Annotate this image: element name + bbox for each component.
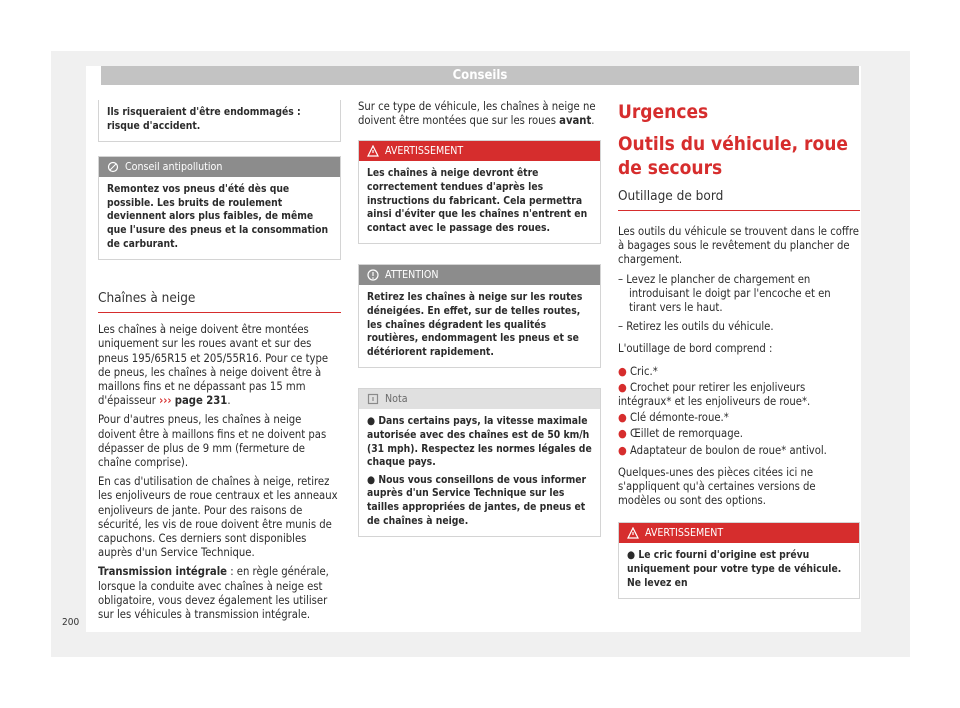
nota-item: ● Nous vous conseillons de vous informer auprès d'un Service Technique sur les tailles appropriées de jantes, de pneus et de chaînes à neige. <box>367 473 587 527</box>
section-title-chaines: Chaînes à neige <box>98 290 341 313</box>
paragraph: L'outillage de bord comprend : <box>618 342 773 356</box>
warning-triangle-icon <box>627 527 639 539</box>
page-number: 200 <box>62 617 80 628</box>
step-item: – Levez le plancher de chargement en introduisant le doigt par l'encoche et en tirant vers le haut. <box>618 272 831 315</box>
paragraph: Pour d'autres pneus, les chaînes à neige doivent être à maillons fins et ne doivent pas dépasser de plus de 9 mm (fermeture de chaîne comprise). <box>98 413 327 469</box>
warning-body: ● Le cric fourni d'origine est prévu uniquement pour votre type de véhicule. Ne levez en <box>627 549 842 589</box>
list-item: ● Œillet de remorquage. <box>618 427 743 441</box>
nota-title: Nota <box>385 393 408 406</box>
step-item: – Retirez les outils du véhicule. <box>618 320 774 334</box>
pollution-tip-header <box>99 157 340 177</box>
column-left <box>98 100 341 627</box>
pollution-tip-box <box>98 156 341 260</box>
warning-header <box>359 141 600 161</box>
warning-title: AVERTISSEMENT <box>385 145 464 158</box>
leaf-icon <box>107 161 119 173</box>
nota-body <box>359 409 600 536</box>
pollution-tip-body: Remontez vos pneus d'été dès que possible. Les bruits de roulement deviennent alors plus faibles, de même que l'usure des pneus et la consommation de carburant. <box>107 183 329 250</box>
paragraph: Les chaînes à neige doivent être montées uniquement sur les roues avant et sur des pneus 195/65R15 et 205/55R16. Pour ce type de pneus, les chaînes à neige doivent être à maillons fins et ne dépassant pas 15 mm d'épaisseur ››› page 231. <box>98 323 329 408</box>
info-circle-icon <box>367 269 379 281</box>
warning-box-continued: Ils risqueraient d'être endommagés : risque d'accident. <box>98 100 341 142</box>
paragraph: En cas d'utilisation de chaînes à neige, retirez les enjoliveurs de roue centraux et les anneaux enjoliveurs de jante. Pour des raisons de sécurité, les vis de roue doivent être munis de capuchons. Ces derniers sont disponibles auprès d'un Service Technique. <box>98 475 338 560</box>
nota-box <box>358 388 601 537</box>
attention-box <box>358 264 601 368</box>
note-icon <box>367 393 379 405</box>
column-right <box>618 100 860 611</box>
paragraph: Sur ce type de véhicule, les chaînes à neige ne doivent être montées que sur les roues avant. <box>358 100 596 128</box>
attention-header <box>359 265 600 285</box>
nota-item: ● Dans certains pays, la vitesse maximale autorisée avec des chaînes est de 50 km/h (31 mph). Respectez les normes légales de chaque pays. <box>367 415 592 469</box>
pollution-tip-title: Conseil antipollution <box>125 161 223 174</box>
warning-title: AVERTISSEMENT <box>645 527 724 540</box>
list-item: ● Adaptateur de boulon de roue* antivol. <box>618 443 827 457</box>
list-item: ● Crochet pour retirer les enjoliveurs intégraux* et les enjoliveurs de roue*. <box>618 380 811 409</box>
paragraph: Transmission intégrale : en règle générale, lorsque la conduite avec chaînes à neige est obligatoire, vous devez également les utiliser sur les véhicules à transmission intégrale. <box>98 565 329 622</box>
warning-body: Les chaînes à neige devront être correctement tendues d'après les instructions du fabricant. Cela permettra ainsi d'éviter que les chaînes n'entrent en contact avec le passage des roues. <box>367 167 588 234</box>
list-item: ● Cric.* <box>618 364 658 378</box>
subsection-title-outillage: Outillage de bord <box>618 188 860 211</box>
paragraph: Quelques-unes des pièces citées ici ne s'appliquent qu'à certaines versions de modèles ou sont des options. <box>618 465 816 508</box>
warning-triangle-icon <box>367 145 379 157</box>
warning-box <box>618 522 860 599</box>
attention-title: ATTENTION <box>385 269 439 282</box>
section-title-outils: Outils du véhicule, roue de secours <box>618 133 848 179</box>
nota-header <box>359 389 600 409</box>
attention-body: Retirez les chaînes à neige sur les routes déneigées. En effet, sur de telles routes, les chaînes dégradent les qualités routières, endommagent les pneus et se détériorent rapidement. <box>367 291 583 358</box>
warning-box <box>358 140 601 244</box>
warning-header <box>619 523 859 543</box>
cross-reference-link[interactable]: page 231 <box>174 394 228 408</box>
paragraph: Les outils du véhicule se trouvent dans le coffre à bagages sous le revêtement du plancher de chargement. <box>618 225 859 267</box>
page-header: Conseils <box>101 66 859 85</box>
cross-reference-arrows: ››› <box>159 394 172 408</box>
list-item: ● Clé démonte-roue.* <box>618 411 729 425</box>
chapter-title: Urgences <box>618 101 709 123</box>
column-middle <box>358 100 601 549</box>
